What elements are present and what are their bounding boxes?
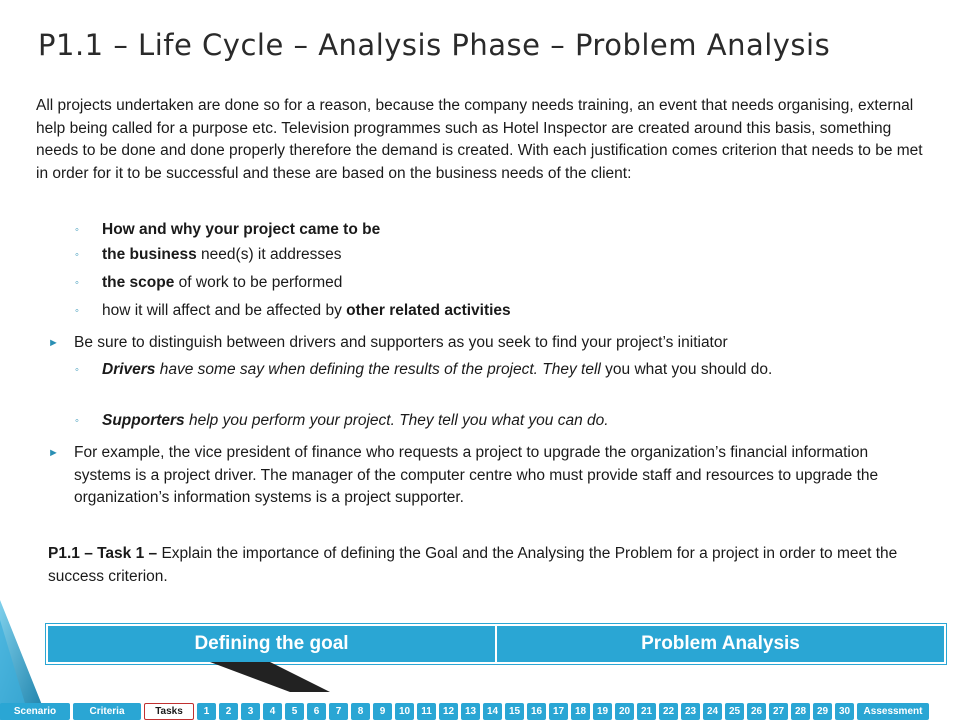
page-title: P1.1 – Life Cycle – Analysis Phase – Problem Analysis	[38, 28, 831, 62]
decorative-shadow	[210, 662, 330, 692]
decorative-corner-wedge	[0, 580, 44, 720]
nav-slide-24[interactable]: 24	[703, 703, 722, 720]
arrow-bullet-icon: ►	[48, 337, 59, 349]
nav-slide-3[interactable]: 3	[241, 703, 260, 720]
column-header-goal: Defining the goal	[194, 633, 349, 654]
nav-slide-25[interactable]: 25	[725, 703, 744, 720]
bullet-icon: ◦	[75, 224, 79, 236]
nav-slide-29[interactable]: 29	[813, 703, 832, 720]
nav-slide-20[interactable]: 20	[615, 703, 634, 720]
nav-assessment[interactable]: Assessment	[857, 703, 929, 720]
nav-criteria[interactable]: Criteria	[73, 703, 141, 720]
nav-slide-19[interactable]: 19	[593, 703, 612, 720]
nav-slide-10[interactable]: 10	[395, 703, 414, 720]
bullet-icon: ◦	[75, 305, 79, 317]
nav-slide-27[interactable]: 27	[769, 703, 788, 720]
bullet-icon: ◦	[75, 415, 79, 427]
bullet-drivers-supporters: ► Be sure to distinguish between drivers and supporters as you seek to find your project’s initiator	[48, 332, 928, 356]
nav-slide-5[interactable]: 5	[285, 703, 304, 720]
bullet-icon: ◦	[75, 249, 79, 261]
intro-paragraph: All projects undertaken are done so for a reason, because the company needs training, an event that needs organising, external help being called for a purpose etc. Television programmes such as Hotel Inspector are created around this basis, something needs to be done and done properly therefore the demand is created. With each justification comes criterion that needs to be met in order for it to be successful and these are based on the business needs of the client:	[36, 97, 923, 182]
nav-slide-6[interactable]: 6	[307, 703, 326, 720]
nav-tasks[interactable]: Tasks	[144, 703, 194, 720]
nav-slide-4[interactable]: 4	[263, 703, 282, 720]
nav-slide-17[interactable]: 17	[549, 703, 568, 720]
arrow-bullet-icon: ►	[48, 447, 59, 459]
nav-slide-22[interactable]: 22	[659, 703, 678, 720]
nav-slide-8[interactable]: 8	[351, 703, 370, 720]
list-item-supporters: ◦ Supporters help you perform your project. They tell you what you can do.	[75, 410, 905, 434]
nav-slide-26[interactable]: 26	[747, 703, 766, 720]
nav-scenario[interactable]: Scenario	[0, 703, 70, 720]
nav-slide-1[interactable]: 1	[197, 703, 216, 720]
nav-slide-18[interactable]: 18	[571, 703, 590, 720]
nav-slide-7[interactable]: 7	[329, 703, 348, 720]
bullet-icon: ◦	[75, 364, 79, 376]
nav-slide-2[interactable]: 2	[219, 703, 238, 720]
nav-slide-28[interactable]: 28	[791, 703, 810, 720]
nav-slide-12[interactable]: 12	[439, 703, 458, 720]
task-text: P1.1 – Task 1 – Explain the importance of defining the Goal and the Analysing the Problem for a project in order to meet the success criterion.	[48, 545, 898, 585]
list-item-drivers: ◦ Drivers have some say when defining the results of the project. They tell you what you should do.	[75, 359, 905, 405]
nav-slide-16[interactable]: 16	[527, 703, 546, 720]
nav-slide-13[interactable]: 13	[461, 703, 480, 720]
bullet-icon: ◦	[75, 277, 79, 289]
bullet-example: ► For example, the vice president of finance who requests a project to upgrade the organization’s financial information systems is a project driver. The manager of the computer centre who must provide staff and resources to upgrade the organization’s information systems is a project supporter.	[48, 444, 879, 506]
column-header-problem-analysis: Problem Analysis	[495, 626, 944, 662]
nav-slide-15[interactable]: 15	[505, 703, 524, 720]
nav-slide-11[interactable]: 11	[417, 703, 436, 720]
task-table-header	[46, 624, 946, 664]
nav-slide-14[interactable]: 14	[483, 703, 502, 720]
nav-slide-9[interactable]: 9	[373, 703, 392, 720]
nav-slide-23[interactable]: 23	[681, 703, 700, 720]
nav-slide-30[interactable]: 30	[835, 703, 854, 720]
nav-slide-21[interactable]: 21	[637, 703, 656, 720]
slide-nav-bar	[0, 703, 960, 720]
